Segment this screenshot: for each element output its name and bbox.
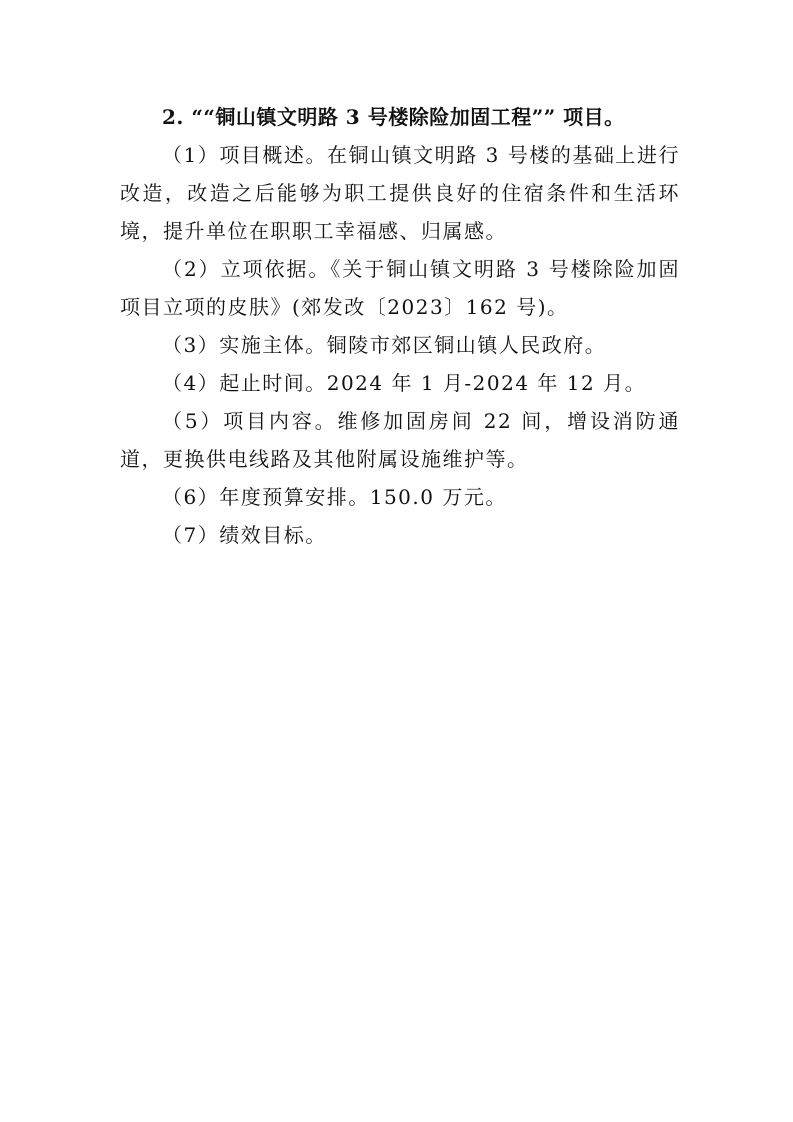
paragraph-overview: （1）项目概述。在铜山镇文明路 3 号楼的基础上进行改造，改造之后能够为职工提供良好的住宿条件和生活环境，提升单位在职职工幸福感、归属感。: [120, 143, 680, 243]
paragraph-budget: （6）年度预算安排。150.0 万元。: [162, 485, 507, 509]
paragraph-goals: （7）绩效目标。: [162, 523, 327, 547]
paragraph-implementer: （3）实施主体。铜陵市郊区铜山镇人民政府。: [162, 333, 607, 357]
paragraph-content: （5）项目内容。维修加固房间 22 间，增设消防通道，更换供电线路及其他附属设施维护等。: [120, 409, 680, 471]
section-heading: 2. ““铜山镇文明路 3 号楼除险加固工程”” 项目。: [162, 105, 625, 129]
paragraph-timeframe: （4）起止时间。2024 年 1 月-2024 年 12 月。: [162, 371, 647, 395]
document-body: [120, 98, 680, 554]
paragraph-basis: （2）立项依据。《关于铜山镇文明路 3 号楼除险加固项目立项的皮肤》(郊发改〔2023〕162 号)。: [120, 257, 680, 319]
